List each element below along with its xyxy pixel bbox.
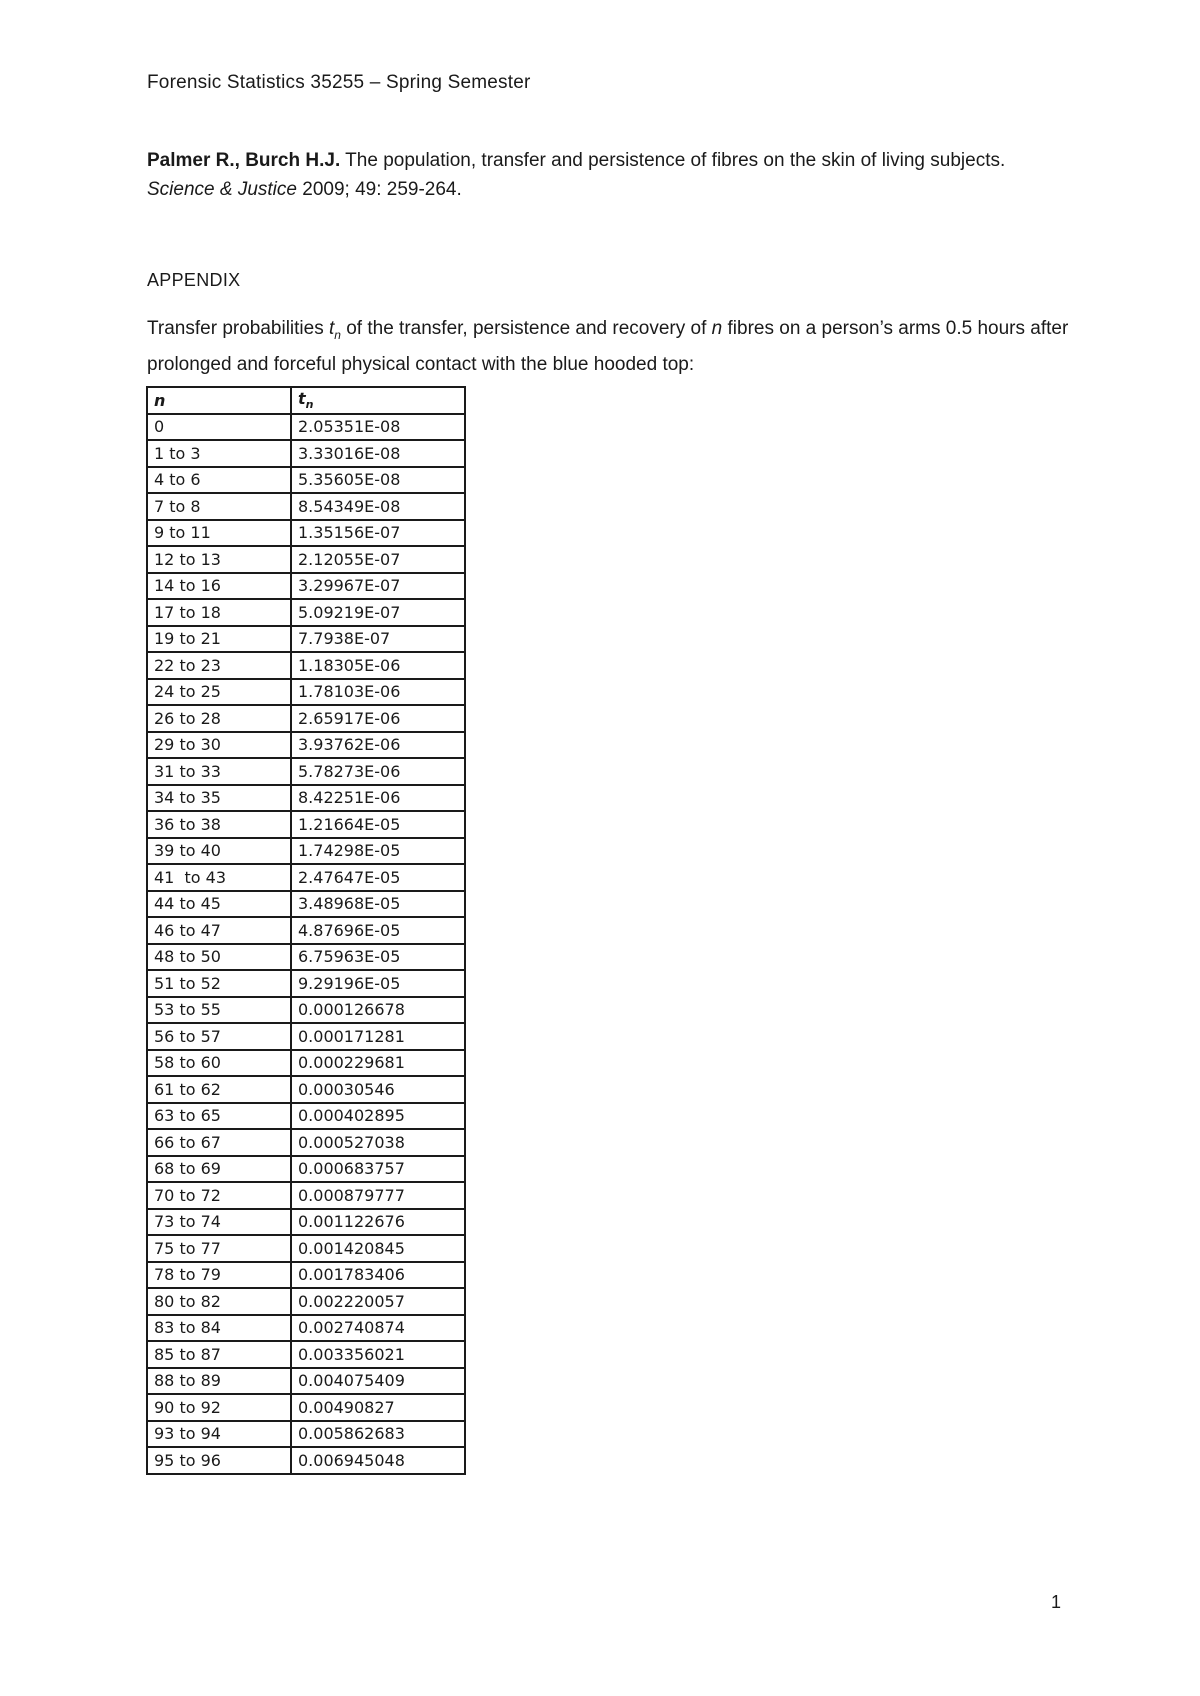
table-row — [147, 705, 465, 732]
cell-n: 63 to 65 — [147, 1103, 291, 1130]
table-row — [147, 599, 465, 626]
table-row — [147, 1341, 465, 1368]
cell-n: 56 to 57 — [147, 1023, 291, 1050]
cell-tn: 3.93762E-06 — [291, 732, 465, 759]
table-row — [147, 758, 465, 785]
description-t: t — [328, 318, 335, 339]
cell-n: 85 to 87 — [147, 1341, 291, 1368]
table-row — [147, 864, 465, 891]
table-row — [147, 811, 465, 838]
cell-tn: 5.09219E-07 — [291, 599, 465, 626]
description-part3: fibres on a person’s arms 0.5 hours after prolonged and forceful physical contact with the blue hooded top: — [147, 318, 1069, 375]
cell-n: 26 to 28 — [147, 705, 291, 732]
cell-n: 80 to 82 — [147, 1288, 291, 1315]
header-n — [147, 387, 291, 414]
table-row — [147, 1156, 465, 1183]
header-t-sub: n — [305, 398, 314, 412]
cell-n: 31 to 33 — [147, 758, 291, 785]
cell-tn: 0.000171281 — [291, 1023, 465, 1050]
citation-journal: Science & Justice — [147, 179, 297, 200]
table-row — [147, 1050, 465, 1077]
citation-title: The population, transfer and persistence of fibres on the skin of living subjects. — [340, 150, 1006, 171]
table-row — [147, 838, 465, 865]
page-number: 1 — [1051, 1592, 1062, 1612]
table-row — [147, 467, 465, 494]
cell-tn: 0.000126678 — [291, 997, 465, 1024]
table-row — [147, 1023, 465, 1050]
cell-tn: 3.29967E-07 — [291, 573, 465, 600]
table-row — [147, 546, 465, 573]
cell-n: 41 to 43 — [147, 864, 291, 891]
course-header: Forensic Statistics 35255 – Spring Semester — [147, 72, 531, 93]
cell-n: 70 to 72 — [147, 1182, 291, 1209]
table-row — [147, 679, 465, 706]
cell-n: 88 to 89 — [147, 1368, 291, 1395]
table-row — [147, 732, 465, 759]
cell-n: 58 to 60 — [147, 1050, 291, 1077]
cell-tn: 1.35156E-07 — [291, 520, 465, 547]
cell-tn: 3.33016E-08 — [291, 440, 465, 467]
table-row — [147, 520, 465, 547]
cell-n: 14 to 16 — [147, 573, 291, 600]
cell-tn: 0.002220057 — [291, 1288, 465, 1315]
table-row — [147, 1447, 465, 1474]
cell-tn: 1.21664E-05 — [291, 811, 465, 838]
cell-tn: 2.12055E-07 — [291, 546, 465, 573]
cell-tn: 6.75963E-05 — [291, 944, 465, 971]
description-part1: Transfer probabilities — [147, 318, 329, 339]
table-row — [147, 997, 465, 1024]
table-header-row — [147, 387, 465, 414]
cell-n: 29 to 30 — [147, 732, 291, 759]
table-row — [147, 493, 465, 520]
table-body — [147, 414, 465, 1474]
description-part2: of the transfer, persistence and recovery of — [340, 318, 712, 339]
description-t-sub: n — [334, 327, 341, 342]
cell-n: 19 to 21 — [147, 626, 291, 653]
cell-n: 46 to 47 — [147, 917, 291, 944]
cell-tn: 0.000402895 — [291, 1103, 465, 1130]
cell-tn: 0.001420845 — [291, 1235, 465, 1262]
cell-tn: 9.29196E-05 — [291, 970, 465, 997]
cell-n: 73 to 74 — [147, 1209, 291, 1236]
cell-n: 7 to 8 — [147, 493, 291, 520]
citation-details: 2009; 49: 259-264. — [296, 179, 462, 200]
cell-tn: 1.18305E-06 — [291, 652, 465, 679]
table-row — [147, 1076, 465, 1103]
table-row — [147, 970, 465, 997]
cell-n: 75 to 77 — [147, 1235, 291, 1262]
cell-n: 95 to 96 — [147, 1447, 291, 1474]
cell-tn: 0.000879777 — [291, 1182, 465, 1209]
header-n-label: n — [154, 390, 166, 410]
cell-tn: 2.05351E-08 — [291, 414, 465, 441]
cell-n: 66 to 67 — [147, 1129, 291, 1156]
header-t-label: t — [298, 389, 306, 409]
header-tn — [291, 387, 465, 414]
table-row — [147, 1209, 465, 1236]
cell-tn: 1.74298E-05 — [291, 838, 465, 865]
appendix-description — [147, 314, 1107, 379]
table-row — [147, 1288, 465, 1315]
cell-tn: 0.000527038 — [291, 1129, 465, 1156]
cell-n: 78 to 79 — [147, 1262, 291, 1289]
cell-n: 22 to 23 — [147, 652, 291, 679]
cell-n: 4 to 6 — [147, 467, 291, 494]
cell-n: 39 to 40 — [147, 838, 291, 865]
cell-n: 83 to 84 — [147, 1315, 291, 1342]
cell-tn: 0.00490827 — [291, 1394, 465, 1421]
table-row — [147, 891, 465, 918]
table-row — [147, 1315, 465, 1342]
cell-n: 48 to 50 — [147, 944, 291, 971]
table-row — [147, 1129, 465, 1156]
table-row — [147, 1103, 465, 1130]
description-n: n — [711, 318, 723, 339]
cell-n: 51 to 52 — [147, 970, 291, 997]
citation-authors: Palmer R., Burch H.J. — [147, 150, 341, 171]
cell-tn: 4.87696E-05 — [291, 917, 465, 944]
table-row — [147, 414, 465, 441]
table-row — [147, 440, 465, 467]
cell-tn: 0.001783406 — [291, 1262, 465, 1289]
cell-tn: 2.47647E-05 — [291, 864, 465, 891]
cell-tn: 0.006945048 — [291, 1447, 465, 1474]
cell-n: 24 to 25 — [147, 679, 291, 706]
cell-tn: 0.000229681 — [291, 1050, 465, 1077]
cell-tn: 0.005862683 — [291, 1421, 465, 1448]
appendix-heading: APPENDIX — [147, 270, 241, 290]
cell-tn: 0.003356021 — [291, 1341, 465, 1368]
table-row — [147, 1235, 465, 1262]
table-row — [147, 1182, 465, 1209]
cell-n: 68 to 69 — [147, 1156, 291, 1183]
cell-tn: 3.48968E-05 — [291, 891, 465, 918]
cell-tn: 0.004075409 — [291, 1368, 465, 1395]
cell-tn: 2.65917E-06 — [291, 705, 465, 732]
cell-n: 93 to 94 — [147, 1421, 291, 1448]
table-row — [147, 944, 465, 971]
citation — [147, 146, 1107, 204]
cell-tn: 5.35605E-08 — [291, 467, 465, 494]
cell-n: 44 to 45 — [147, 891, 291, 918]
cell-tn: 1.78103E-06 — [291, 679, 465, 706]
cell-n: 12 to 13 — [147, 546, 291, 573]
transfer-probability-table — [146, 386, 466, 1475]
cell-tn: 0.000683757 — [291, 1156, 465, 1183]
cell-tn: 8.42251E-06 — [291, 785, 465, 812]
table-row — [147, 652, 465, 679]
table-row — [147, 785, 465, 812]
table-row — [147, 1262, 465, 1289]
cell-tn: 0.002740874 — [291, 1315, 465, 1342]
cell-n: 1 to 3 — [147, 440, 291, 467]
cell-tn: 5.78273E-06 — [291, 758, 465, 785]
table-row — [147, 626, 465, 653]
cell-n: 17 to 18 — [147, 599, 291, 626]
cell-tn: 7.7938E-07 — [291, 626, 465, 653]
cell-n: 61 to 62 — [147, 1076, 291, 1103]
cell-n: 36 to 38 — [147, 811, 291, 838]
cell-n: 53 to 55 — [147, 997, 291, 1024]
table-row — [147, 1421, 465, 1448]
table-row — [147, 1368, 465, 1395]
table-row — [147, 573, 465, 600]
cell-n: 9 to 11 — [147, 520, 291, 547]
cell-tn: 8.54349E-08 — [291, 493, 465, 520]
cell-tn: 0.00030546 — [291, 1076, 465, 1103]
cell-n: 90 to 92 — [147, 1394, 291, 1421]
cell-tn: 0.001122676 — [291, 1209, 465, 1236]
cell-n: 34 to 35 — [147, 785, 291, 812]
table-row — [147, 1394, 465, 1421]
table-row — [147, 917, 465, 944]
cell-n: 0 — [147, 414, 291, 441]
